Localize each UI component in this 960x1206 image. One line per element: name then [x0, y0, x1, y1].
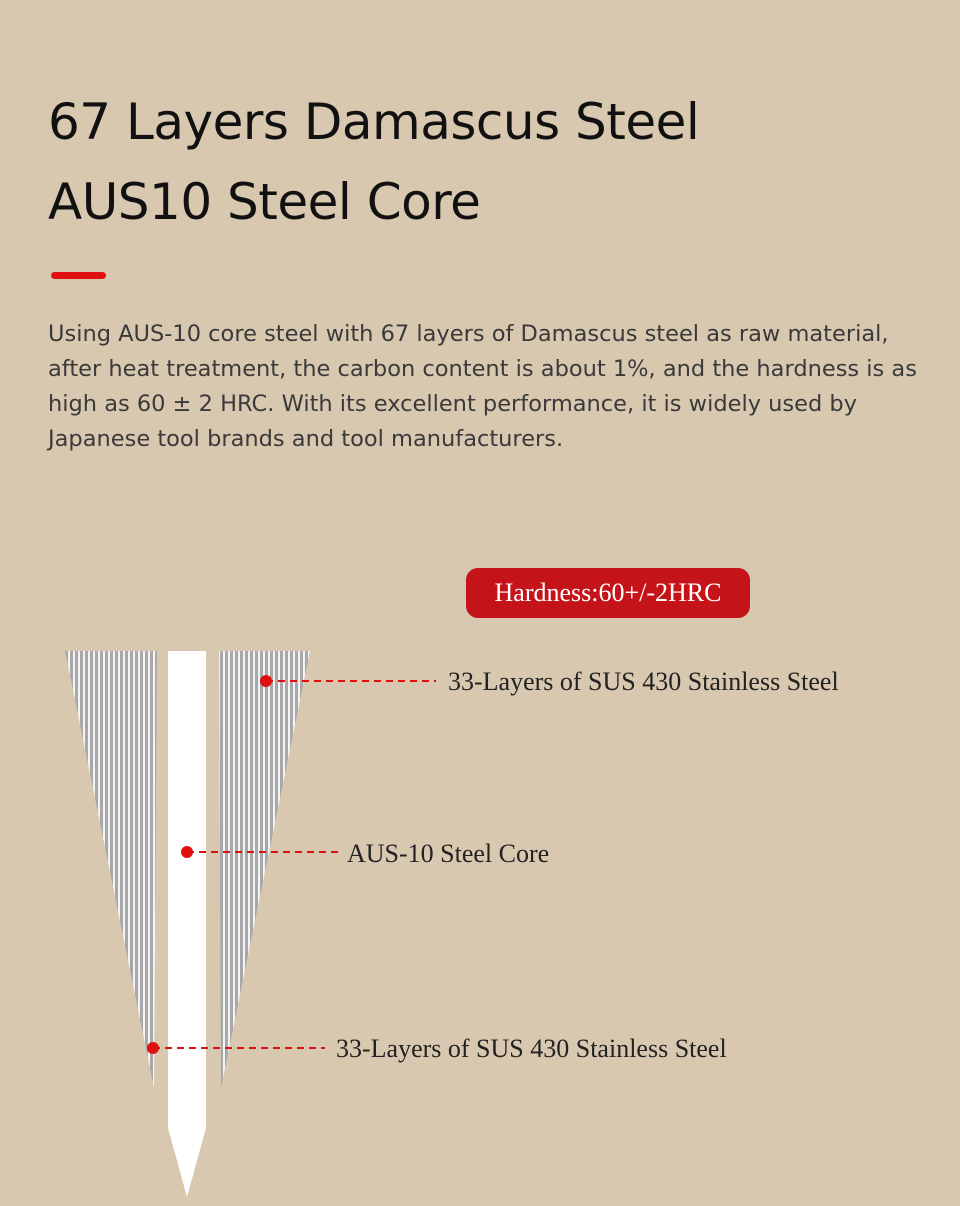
- description-text: Using AUS-10 core steel with 67 layers of Damascus steel as raw material, after heat treatment, the carbon content is about 1%, and the hardness is as high as 60 ± 2 HRC. With its excellent performance, it is widely used by Japanese tool brands and tool manufacturers.: [48, 321, 917, 452]
- hardness-badge: Hardness:60+/-2HRC: [466, 568, 750, 618]
- left-stainless-layer: [65, 651, 157, 1088]
- callout-top: [260, 667, 839, 696]
- callout-core-dot: [181, 846, 193, 858]
- callout-top-dot: [260, 675, 272, 687]
- label-outer-layer-bottom: 33-Layers of SUS 430 Stainless Steel: [336, 1034, 727, 1063]
- page-title-line2: AUS10 Steel Core: [48, 173, 481, 231]
- steel-core: [168, 651, 206, 1197]
- page-title-line1: 67 Layers Damascus Steel: [48, 93, 700, 151]
- right-stainless-layer: [219, 651, 310, 1088]
- label-outer-layer-top: 33-Layers of SUS 430 Stainless Steel: [448, 667, 839, 696]
- callout-bottom: [147, 1034, 727, 1063]
- callout-bottom-dot: [147, 1042, 159, 1054]
- label-core: AUS-10 Steel Core: [347, 839, 550, 868]
